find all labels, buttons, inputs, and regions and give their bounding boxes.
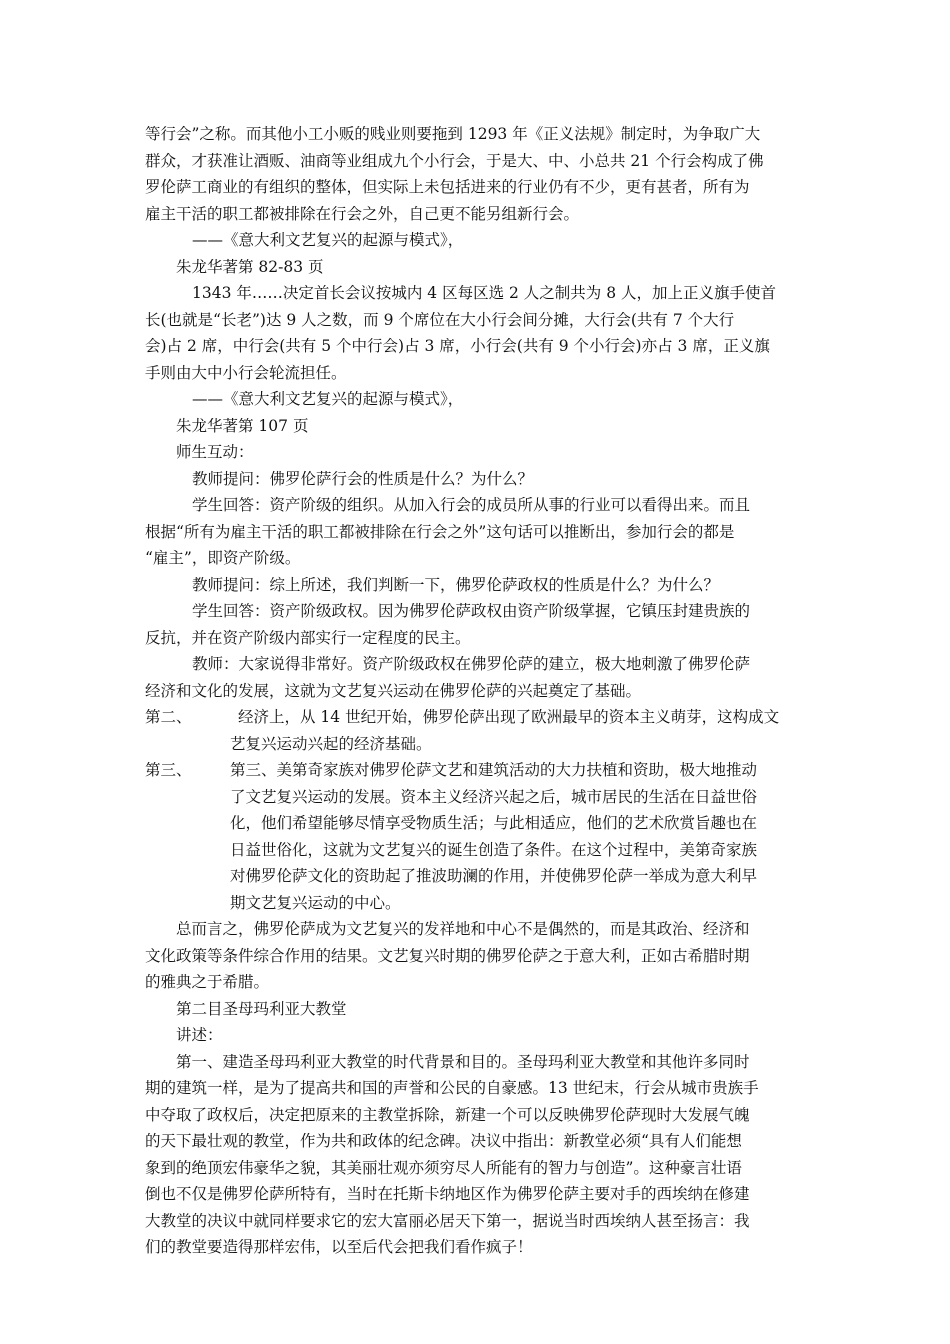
text-line: 文化政策等条件综合作用的结果。文艺复兴时期的佛罗伦萨之于意大利，正如古希腊时期 bbox=[145, 947, 750, 965]
section-label: 讲述： bbox=[176, 1026, 223, 1044]
text-line: 教师提问：佛罗伦萨行会的性质是什么？为什么？ bbox=[192, 470, 534, 488]
text-line: 期文艺复兴运动的中心。 bbox=[230, 894, 401, 912]
text-line: 对佛罗伦萨文化的资助起了推波助澜的作用，并使佛罗伦萨一举成为意大利早 bbox=[230, 867, 758, 885]
text-line: 艺复兴运动兴起的经济基础。 bbox=[230, 735, 432, 753]
text-line: “雇主”，即资产阶级。 bbox=[145, 549, 301, 567]
text-line: 群众，才获准让酒贩、油商等业组成九个小行会，于是大、中、小总共 21 个行会构成了佛 bbox=[145, 152, 764, 170]
text-line: 等行会”之称。而其他小工小贩的贱业则要拖到 1293 年《正义法规》制定时，为争取广大 bbox=[145, 125, 761, 143]
list-marker: 第二、 bbox=[145, 708, 192, 726]
text-line: 中夺取了政权后，决定把原来的主教堂拆除，新建一个可以反映佛罗伦萨现时大发展气魄 bbox=[145, 1106, 750, 1124]
text-line: 1343 年……决定首长会议按城内 4 区每区选 2 人之制共为 8 人，加上正义旗手使首 bbox=[192, 284, 777, 302]
section-heading: 第二目圣母玛利亚大教堂 bbox=[176, 1000, 347, 1018]
list-marker: 第三、 bbox=[145, 761, 192, 779]
text-line: 雇主干活的职工都被排除在行会之外，自己更不能另组新行会。 bbox=[145, 205, 580, 223]
text-line: 经济和文化的发展，这就为文艺复兴运动在佛罗伦萨的兴起奠定了基础。 bbox=[145, 682, 642, 700]
citation-line: 朱龙华著第 107 页 bbox=[176, 417, 309, 435]
text-line: 倒也不仅是佛罗伦萨所特有，当时在托斯卡纳地区作为佛罗伦萨主要对手的西埃纳在修建 bbox=[145, 1185, 750, 1203]
text-line: 根据“所有为雇主干活的职工都被排除在行会之外”这句话可以推断出，参加行会的都是 bbox=[145, 523, 735, 541]
section-label: 师生互动： bbox=[176, 443, 254, 461]
text-line: 经济上，从 14 世纪开始，佛罗伦萨出现了欧洲最早的资本主义萌芽，这构成文 bbox=[238, 708, 780, 726]
text-line: 反抗，并在资产阶级内部实行一定程度的民主。 bbox=[145, 629, 471, 647]
text-line: 学生回答：资产阶级政权。因为佛罗伦萨政权由资产阶级掌握，它镇压封建贵族的 bbox=[192, 602, 751, 620]
text-line: 长(也就是“长老”)达 9 人之数，而 9 个席位在大小行会间分摊，大行会(共有 7 个大行 bbox=[145, 311, 735, 329]
text-line: 期的建筑一样，是为了提高共和国的声誉和公民的自豪感。13 世纪末，行会从城市贵族手 bbox=[145, 1079, 759, 1097]
text-line: 象到的绝顶宏伟豪华之貌，其美丽壮观亦须穷尽人所能有的智力与创造”。这种豪言壮语 bbox=[145, 1159, 742, 1177]
text-line: 第三、美第奇家族对佛罗伦萨文艺和建筑活动的大力扶植和资助，极大地推动 bbox=[230, 761, 758, 779]
text-line: 的天下最壮观的教堂，作为共和政体的纪念碑。决议中指出：新教堂必须“具有人们能想 bbox=[145, 1132, 742, 1150]
text-line: 罗伦萨工商业的有组织的整体，但实际上未包括进来的行业仍有不少，更有甚者，所有为 bbox=[145, 178, 750, 196]
text-line: 的雅典之于希腊。 bbox=[145, 973, 270, 991]
text-line: 手则由大中小行会轮流担任。 bbox=[145, 364, 347, 382]
text-line: 第一、建造圣母玛利亚大教堂的时代背景和目的。圣母玛利亚大教堂和其他许多同时 bbox=[176, 1053, 750, 1071]
text-line: 教师：大家说得非常好。资产阶级政权在佛罗伦萨的建立，极大地刺激了佛罗伦萨 bbox=[192, 655, 751, 673]
text-line: 化，他们希望能够尽情享受物质生活；与此相适应，他们的艺术欣赏旨趣也在 bbox=[230, 814, 758, 832]
citation-line: ——《意大利文艺复兴的起源与模式》， bbox=[192, 231, 464, 249]
text-line: 会)占 2 席，中行会(共有 5 个中行会)占 3 席，小行会(共有 9 个小行会)亦占 3 席，正义旗 bbox=[145, 337, 770, 355]
text-line: 们的教堂要造得那样宏伟，以至后代会把我们看作疯子！ bbox=[145, 1238, 533, 1256]
text-line: 日益世俗化，这就为文艺复兴的诞生创造了条件。在这个过程中，美第奇家族 bbox=[230, 841, 758, 859]
text-line: 大教堂的决议中就同样要求它的宏大富丽必居天下第一，据说当时西埃纳人甚至扬言：我 bbox=[145, 1212, 750, 1230]
citation-line: 朱龙华著第 82-83 页 bbox=[176, 258, 324, 276]
text-line: 学生回答：资产阶级的组织。从加入行会的成员所从事的行业可以看得出来。而且 bbox=[192, 496, 751, 514]
text-line: 总而言之，佛罗伦萨成为文艺复兴的发祥地和中心不是偶然的，而是其政治、经济和 bbox=[176, 920, 750, 938]
citation-line: ——《意大利文艺复兴的起源与模式》， bbox=[192, 390, 464, 408]
text-line: 了文艺复兴运动的发展。资本主义经济兴起之后，城市居民的生活在日益世俗 bbox=[230, 788, 758, 806]
text-line: 教师提问：综上所述，我们判断一下，佛罗伦萨政权的性质是什么？为什么？ bbox=[192, 576, 720, 594]
